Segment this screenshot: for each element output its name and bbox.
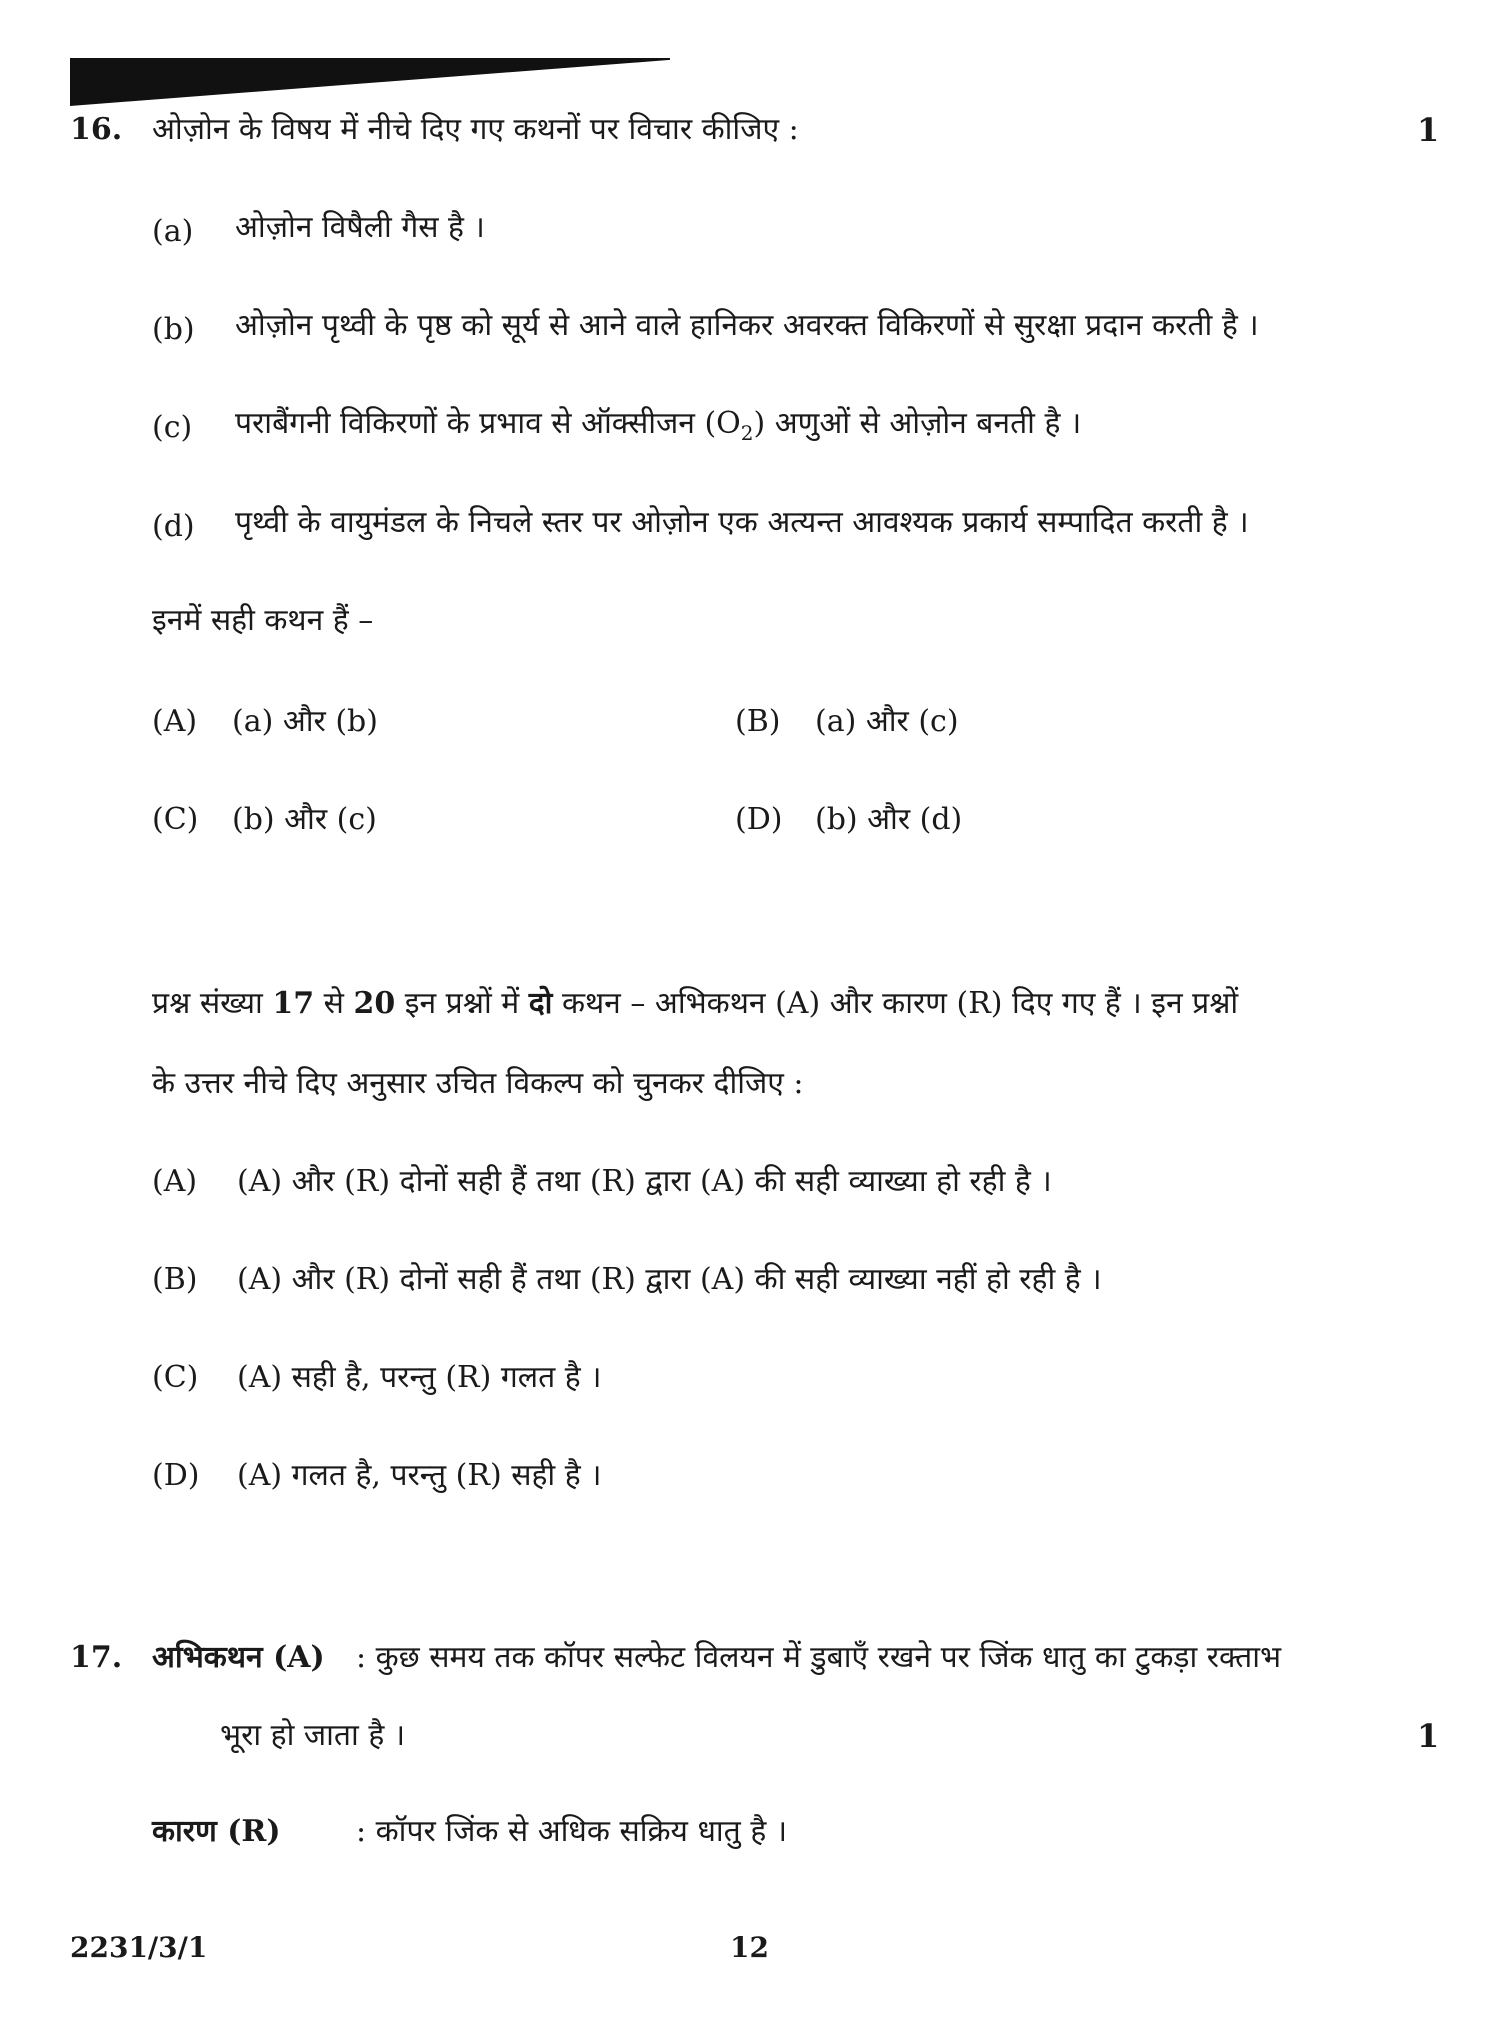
statement-a-text: ओज़ोन विषैली गैस है । xyxy=(235,210,485,245)
paper-code: 2231/3/1 xyxy=(70,1931,208,1964)
statement-b-text: ओज़ोन पृथ्वी के पृष्ठ को सूर्य से आने वाले हानिकर अवरक्त विकिरणों से सुरक्षा प्रदान करती है । xyxy=(235,308,1259,343)
ar-option-b-text: (A) और (R) दोनों सही हैं तथा (R) द्वारा (A) की सही व्याख्या नहीं हो रही है । xyxy=(237,1262,1102,1297)
question-16-marks: 1 xyxy=(1417,111,1440,149)
ar-option-d-label: (D) xyxy=(152,1458,200,1493)
question-16-stem: ओज़ोन के विषय में नीचे दिए गए कथनों पर विचार कीजिए : xyxy=(152,112,799,147)
ar-option-d-text: (A) गलत है, परन्तु (R) सही है । xyxy=(237,1458,602,1493)
page-number: 12 xyxy=(730,1931,769,1964)
q16-option-c-text: (b) और (c) xyxy=(232,802,377,837)
assertion-label: अभिकथन (A) xyxy=(152,1640,325,1675)
statement-b-label: (b) xyxy=(152,312,195,347)
ar-option-a-label: (A) xyxy=(152,1164,198,1199)
assertion-text-line-1: : कुछ समय तक कॉपर सल्फेट विलयन में डुबाएँ रखने पर जिंक धातु का टुकड़ा रक्ताभ xyxy=(356,1640,1282,1675)
reason-text: : कॉपर जिंक से अधिक सक्रिय धातु है । xyxy=(356,1814,788,1849)
question-17-marks: 1 xyxy=(1417,1717,1440,1755)
instructions-line-1: प्रश्न संख्या 17 से 20 इन प्रश्नों में दो कथन – अभिकथन (A) और कारण (R) दिए गए हैं । इन प्रश्नों xyxy=(152,986,1239,1021)
q16-option-c-label: (C) xyxy=(152,802,199,837)
ar-option-c-label: (C) xyxy=(152,1360,199,1395)
statement-d-text: पृथ्वी के वायुमंडल के निचले स्तर पर ओज़ोन एक अत्यन्त आवश्यक प्रकार्य सम्पादित करती है । xyxy=(235,505,1249,540)
question-16-prompt: इनमें सही कथन हैं – xyxy=(152,603,374,638)
question-16-number: 16. xyxy=(70,112,123,147)
assertion-text-line-2: भूरा हो जाता है । xyxy=(220,1718,406,1753)
statement-d-label: (d) xyxy=(152,509,195,544)
header-black-bar xyxy=(70,58,670,106)
q16-option-b-label: (B) xyxy=(735,704,781,739)
statement-c-subscript: 2 xyxy=(740,421,754,445)
q16-option-d-text: (b) और (d) xyxy=(815,802,963,837)
statement-c-label: (c) xyxy=(152,410,193,445)
q16-option-a-label: (A) xyxy=(152,704,198,739)
q16-option-a-text: (a) और (b) xyxy=(232,704,378,739)
reason-label: कारण (R) xyxy=(152,1814,281,1849)
q16-option-d-label: (D) xyxy=(735,802,783,837)
statement-c-text: पराबैंगनी विकिरणों के प्रभाव से ऑक्सीजन $(O_2)$ अणुओं से ओज़ोन बनती है । xyxy=(235,406,1082,445)
ar-option-b-label: (B) xyxy=(152,1262,198,1297)
instructions-line-2: के उत्तर नीचे दिए अनुसार उचित विकल्प को चुनकर दीजिए : xyxy=(152,1066,804,1101)
q16-option-b-text: (a) और (c) xyxy=(815,704,959,739)
ar-option-c-text: (A) सही है, परन्तु (R) गलत है । xyxy=(237,1360,602,1395)
ar-option-a-text: (A) और (R) दोनों सही हैं तथा (R) द्वारा (A) की सही व्याख्या हो रही है । xyxy=(237,1164,1052,1199)
question-17-number: 17. xyxy=(70,1640,123,1675)
statement-a-label: (a) xyxy=(152,214,194,249)
